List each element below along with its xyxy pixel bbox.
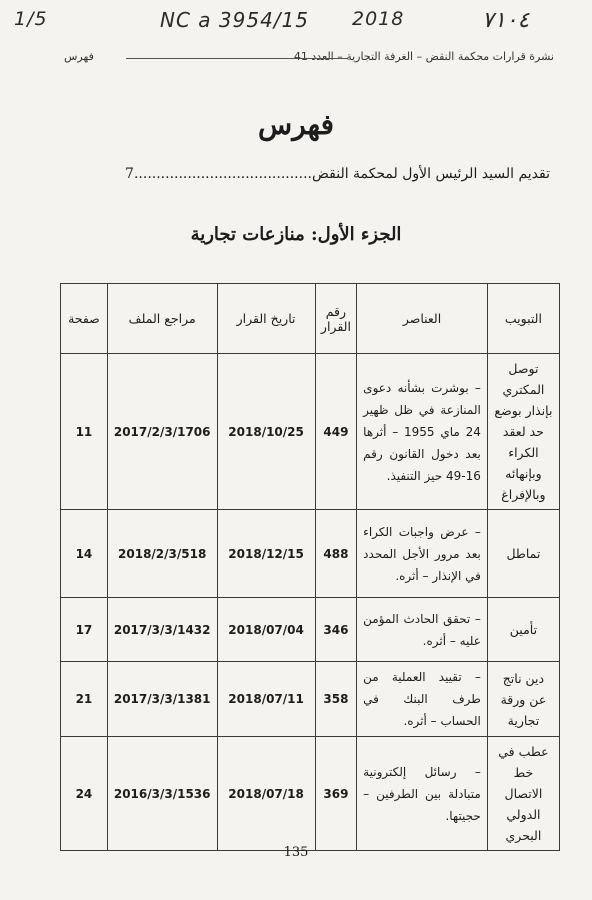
header-number: رقم القرار: [315, 284, 357, 354]
cell-number: 346: [315, 598, 357, 662]
header-date: تاريخ القرار: [217, 284, 315, 354]
header-ref: مراجع الملف: [107, 284, 217, 354]
cell-date: 2018/12/15: [217, 510, 315, 598]
header-classification: التبويب: [487, 284, 559, 354]
cell-number: 449: [315, 354, 357, 510]
table-row: [61, 598, 560, 662]
table-header-row: [61, 284, 560, 354]
cell-date: 2018/07/11: [217, 662, 315, 737]
page-title: فهرس: [258, 108, 334, 141]
annotation-reference: ٧١٠٤: [482, 8, 530, 33]
cell-date: 2018/07/18: [217, 737, 315, 851]
cell-classification: توصل المكتري بإنذار بوضع حد لعقد الكراء وبإنهائه وبالإفراغ: [487, 354, 559, 510]
table-row: [61, 510, 560, 598]
cell-ref: 2017/2/3/1706: [107, 354, 217, 510]
cell-elements: – عرض واجبات الكراء بعد مرور الأجل المحدد في الإنذار – أثره.: [357, 510, 488, 598]
publication-title: نشرة قرارات محكمة النقض – الغرفة التجارية – العدد 41: [293, 50, 554, 63]
intro-leader: ........................................: [133, 166, 312, 182]
section-title: الجزء الأول: منازعات تجارية: [190, 224, 402, 245]
cell-ref: 2017/3/3/1381: [107, 662, 217, 737]
cell-page: 14: [61, 510, 108, 598]
cell-elements: – تحقق الحادث المؤمن عليه – أثره.: [357, 598, 488, 662]
table-row: [61, 662, 560, 737]
cell-ref: 2017/3/3/1432: [107, 598, 217, 662]
handwritten-annotation: [0, 4, 592, 38]
header-index-label: فهرس: [64, 50, 94, 63]
cell-classification: عطب في خط الاتصال الدولي البحري: [487, 737, 559, 851]
header-page: صفحة: [61, 284, 108, 354]
cell-elements: – بوشرت بشأنه دعوى المنازعة في ظل ظهير 24 ماي 1955 – أثرها بعد دخول القانون رقم 16-49 حيز التنفيذ.: [357, 354, 488, 510]
cell-ref: 2018/2/3/518: [107, 510, 217, 598]
annotation-code: NC a 3954/15: [160, 8, 309, 32]
intro-text: تقديم السيد الرئيس الأول لمحكمة النقض: [311, 166, 550, 182]
cell-number: 369: [315, 737, 357, 851]
cell-classification: دين ناتج عن ورقة تجارية: [487, 662, 559, 737]
running-header: [64, 48, 554, 68]
cell-classification: تأمين: [487, 598, 559, 662]
intro-page: 7: [125, 166, 134, 182]
cell-elements: – رسائل إلكترونية متبادلة بين الطرفين – حجيتها.: [357, 737, 488, 851]
header-rule: [126, 58, 348, 59]
table-row: [61, 737, 560, 851]
cell-page: 24: [61, 737, 108, 851]
cell-page: 17: [61, 598, 108, 662]
table-row: [61, 354, 560, 510]
cell-number: 358: [315, 662, 357, 737]
cell-elements: – تقييد العملية من طرف البنك في الحساب – أثره.: [357, 662, 488, 737]
index-table: [60, 283, 560, 851]
cell-ref: 2016/3/3/1536: [107, 737, 217, 851]
cell-date: 2018/07/04: [217, 598, 315, 662]
annotation-year: 2018: [352, 8, 405, 30]
cell-classification: تماطل: [487, 510, 559, 598]
cell-page: 11: [61, 354, 108, 510]
header-elements: العناصر: [357, 284, 488, 354]
cell-date: 2018/10/25: [217, 354, 315, 510]
annotation-fraction: 1/5: [14, 8, 48, 30]
cell-number: 488: [315, 510, 357, 598]
intro-entry: [60, 166, 550, 182]
cell-page: 21: [61, 662, 108, 737]
page-number: 135: [283, 845, 309, 860]
